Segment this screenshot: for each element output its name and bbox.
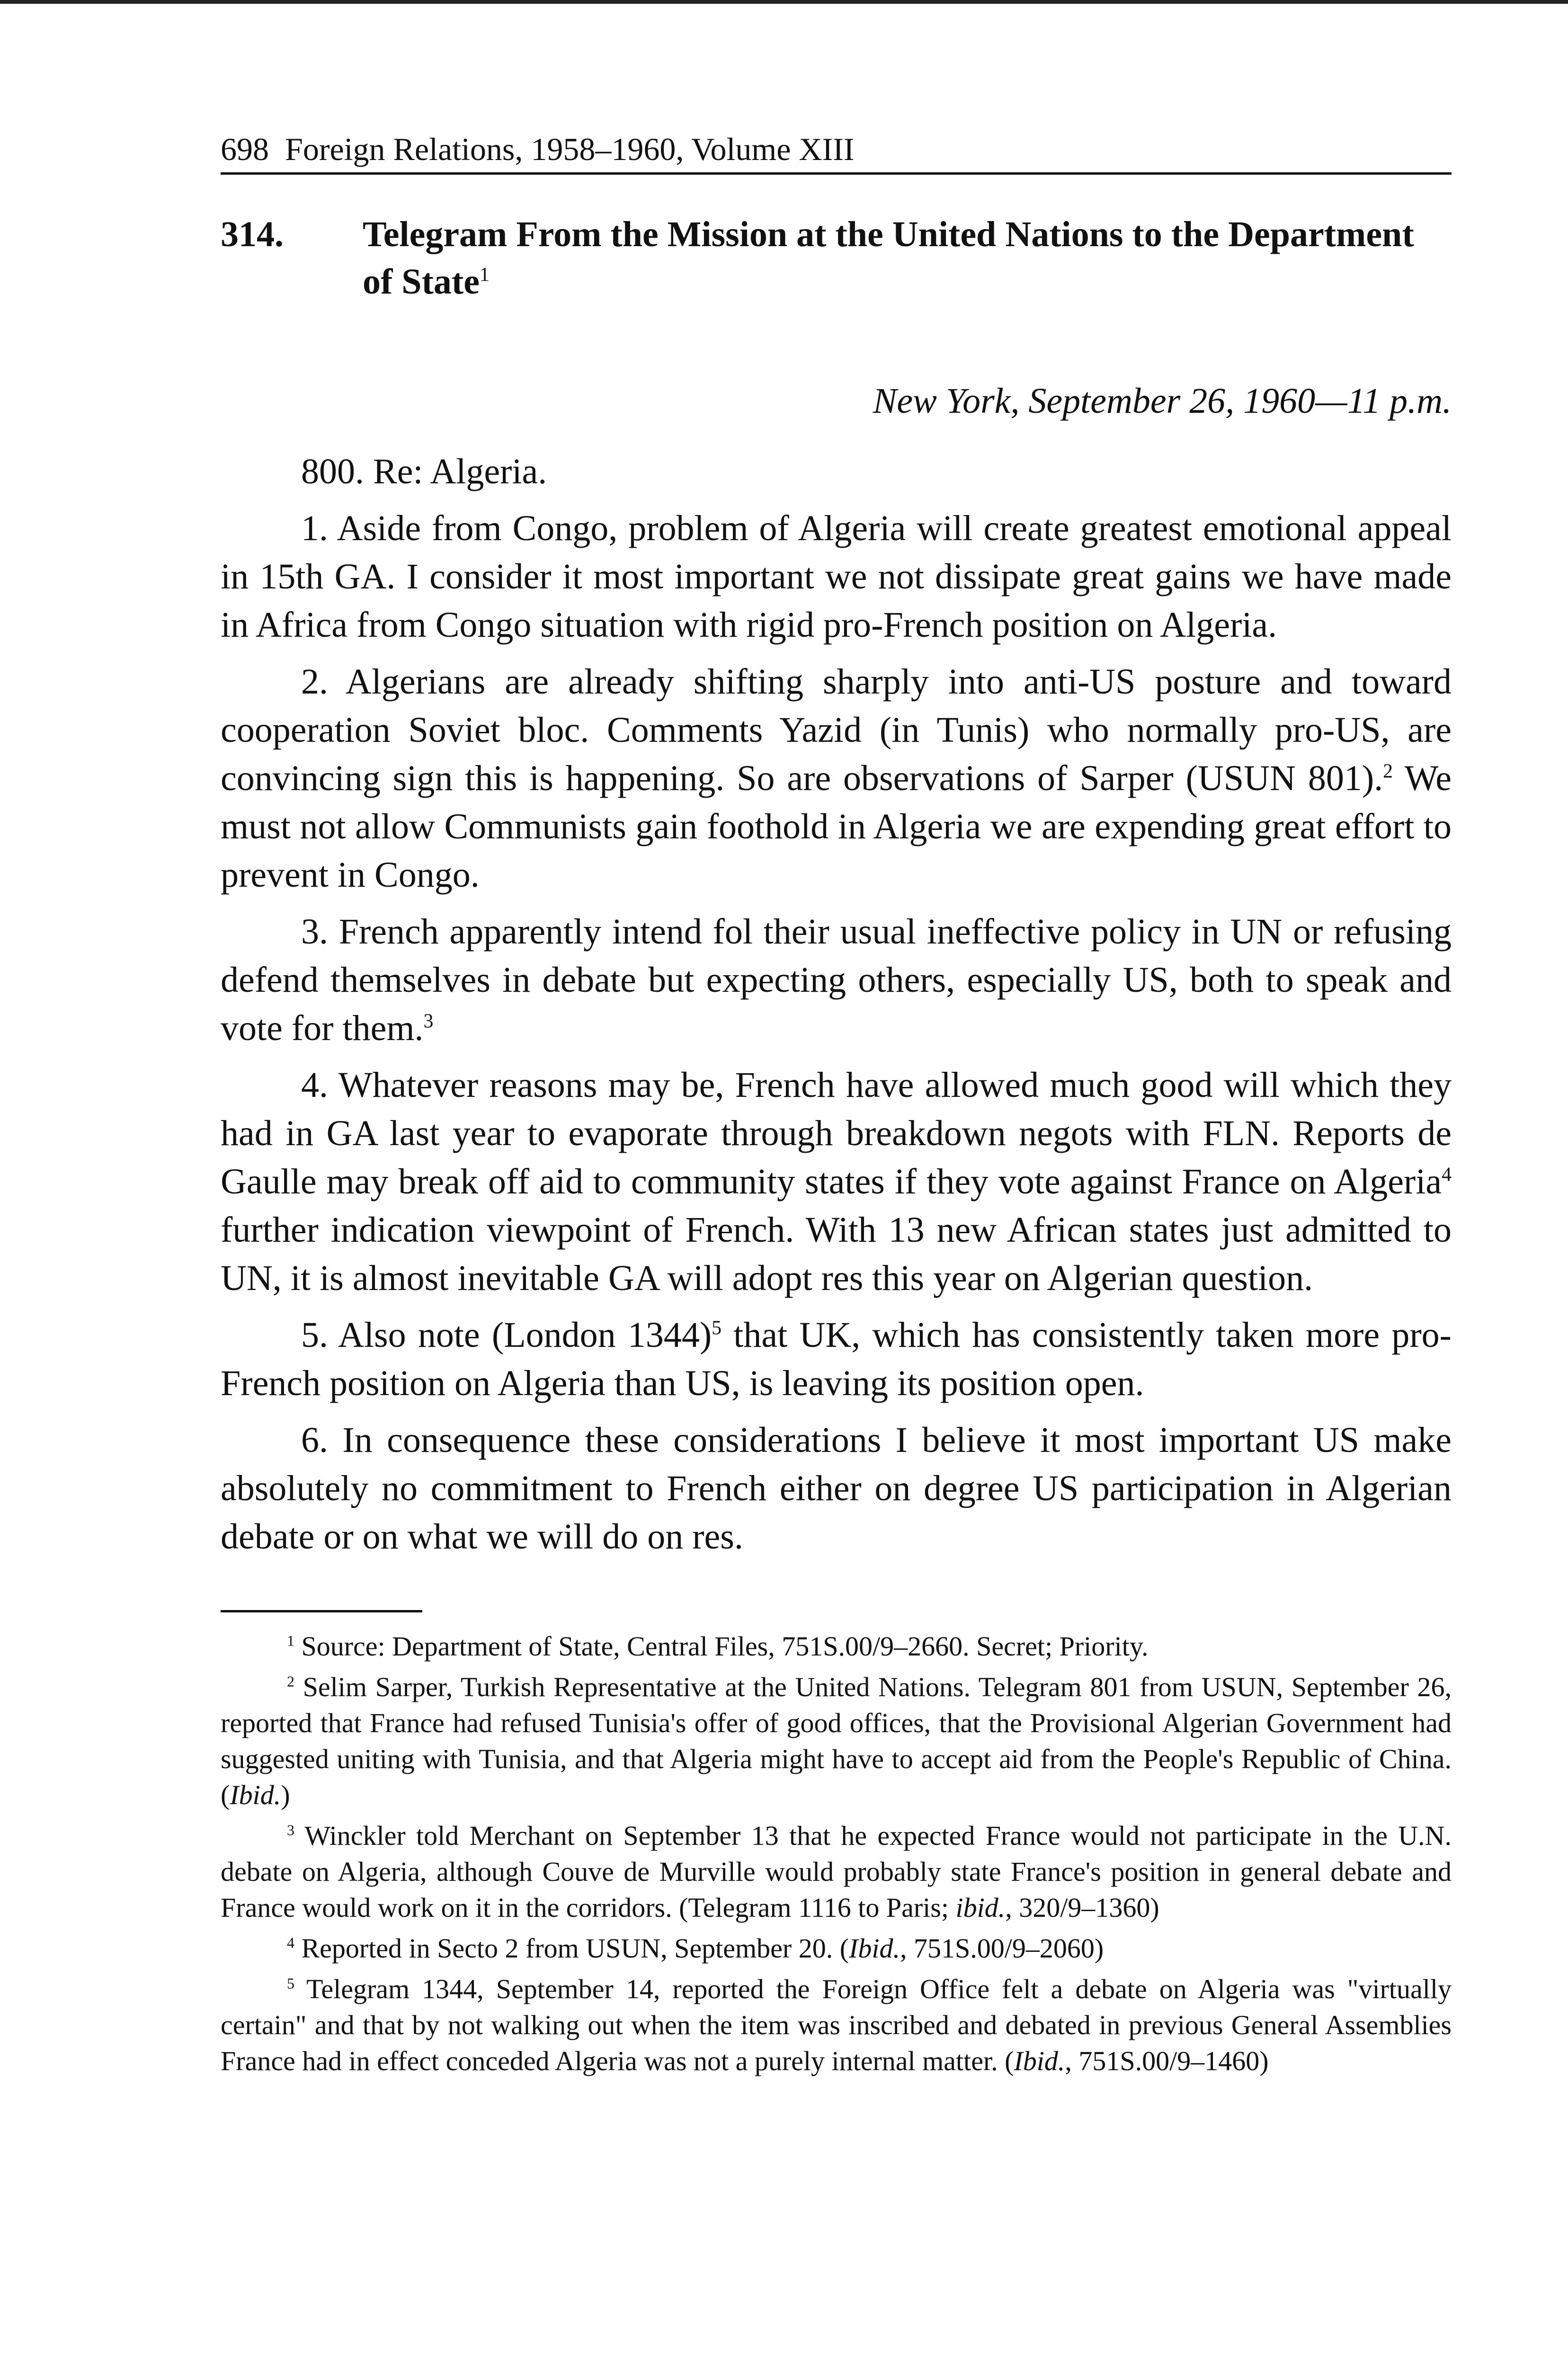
footnote-citation: Ibid. [849,1933,900,1964]
document-title-text: Telegram From the Mission at the United Nations to the Department of State [363,214,1414,302]
paragraph-4-text-cont: further indication viewpoint of French. With 13 new African states just admitted to UN, it is almost inevitable GA will adopt res this year on Algerian question. [221,1210,1452,1298]
paragraph-5-text-cont: that UK, which has consistently taken more pro-French position on Algeria than US, is leaving its position open. [221,1315,1452,1403]
paragraph-3 [221,908,1452,1052]
document-number: 314. [221,214,284,254]
footnote-mark: 4 [287,1934,294,1951]
paragraph-5 [221,1311,1452,1407]
paragraph-4-text: 4. Whatever reasons may be, French have allowed much good will which they had in GA last year to evaporate through breakdown negots with FLN. Reports de Gaulle may break off aid to community states if they vote against France on Algeria [221,1065,1452,1201]
footnote-ref-1: 1 [479,264,490,286]
paragraph-1-text: 1. Aside from Congo, problem of Algeria will create greatest emotional appeal in 15th GA. I consider it most important we not dissipate great gains we have made in Africa from Congo situation with rigid pro-French position on Algeria. [221,508,1452,645]
footnote-3 [221,1818,1452,1926]
paragraph-6 [221,1416,1452,1561]
document-heading [221,211,1452,305]
footnote-5 [221,1971,1452,2079]
footnote-text: Winckler told Merchant on September 13 that he expected France would not participate in the U.N. debate on Algeria, although Couve de Murville would probably state France's position in general debate and France would work on it in the corridors. (Telegram 1116 to Paris; [221,1820,1452,1923]
running-head [221,128,1452,175]
footnote-text: Telegram 1344, September 14, reported the Foreign Office felt a debate on Algeria was "virtually certain" and that by not walking out when the item was inscribed and debated in previous General Assemblies France had in effect conceded Algeria was not a purely internal matter. ( [221,1974,1452,2076]
footnote-mark: 3 [287,1822,294,1839]
footnote-text-tail: , 751S.00/9–2060) [900,1933,1104,1964]
page-number: 698 [221,131,269,167]
footnote-ref-5: 5 [712,1317,722,1339]
footnote-ref-2: 2 [1383,760,1393,783]
footnote-mark: 1 [287,1632,294,1649]
footnote-citation: Ibid. [230,1780,281,1810]
document-title [363,211,1452,305]
footnote-divider [221,1610,422,1612]
footnote-text-tail: , 751S.00/9–1460) [1065,2046,1269,2076]
paragraph-5-text: 5. Also note (London 1344) [301,1315,712,1355]
telegram-body [221,447,1452,1561]
footnote-text-tail: , 320/9–1360) [1005,1892,1159,1923]
paragraph-1 [221,504,1452,649]
footnote-mark: 5 [287,1975,294,1992]
footnote-citation: ibid. [955,1892,1006,1923]
footnote-text: Reported in Secto 2 from USUN, September 20. ( [301,1933,849,1964]
footnote-text-tail: ) [281,1780,290,1810]
footnote-mark: 2 [287,1673,294,1690]
paragraph-6-text: 6. In consequence these considerations I believe it most important US make absolutely no commitment to French either on degree US participation in Algerian debate or on what we will do on res. [221,1420,1452,1557]
paragraph-2-text: 2. Algerians are already shifting sharply into anti-US posture and toward cooperation Soviet bloc. Comments Yazid (in Tunis) who normally pro-US, are convincing sign this is happening. So are observations of Sarper (USUN 801). [221,662,1452,798]
footnote-1 [221,1628,1452,1664]
footnote-4 [221,1931,1452,1967]
footnote-2 [221,1669,1452,1813]
paragraph-3-text: 3. French apparently intend fol their usual ineffective policy in UN or refusing defend themselves in debate but expecting others, especially US, both to speak and vote for them. [221,912,1452,1048]
footnote-text: Selim Sarper, Turkish Representative at the United Nations. Telegram 801 from USUN, September 26, reported that France had refused Tunisia's offer of good offices, that the Provisional Algerian Government had suggested uniting with Tunisia, and that Algeria might have to accept aid from the People's Republic of China. ( [221,1672,1452,1810]
running-head-title: Foreign Relations, 1958–1960, Volume XIII [285,131,855,167]
scan-top-border [0,0,1568,4]
dateline: New York, September 26, 1960—11 p.m. [873,381,1452,421]
footnotes [221,1628,1452,2079]
footnote-ref-3: 3 [423,1010,434,1032]
paragraph-4 [221,1061,1452,1302]
reference-line: 800. Re: Algeria. [301,452,547,491]
paragraph-2 [221,658,1452,899]
paragraph-2-text-cont: We must not allow Communists gain foothold in Algeria we are expending great effort to prevent in Congo. [221,758,1452,895]
footnote-ref-4: 4 [1442,1164,1452,1186]
document-page [221,128,1452,2084]
footnote-text: Source: Department of State, Central Files, 751S.00/9–2660. Secret; Priority. [301,1631,1149,1662]
footnote-citation: Ibid. [1014,2046,1065,2076]
